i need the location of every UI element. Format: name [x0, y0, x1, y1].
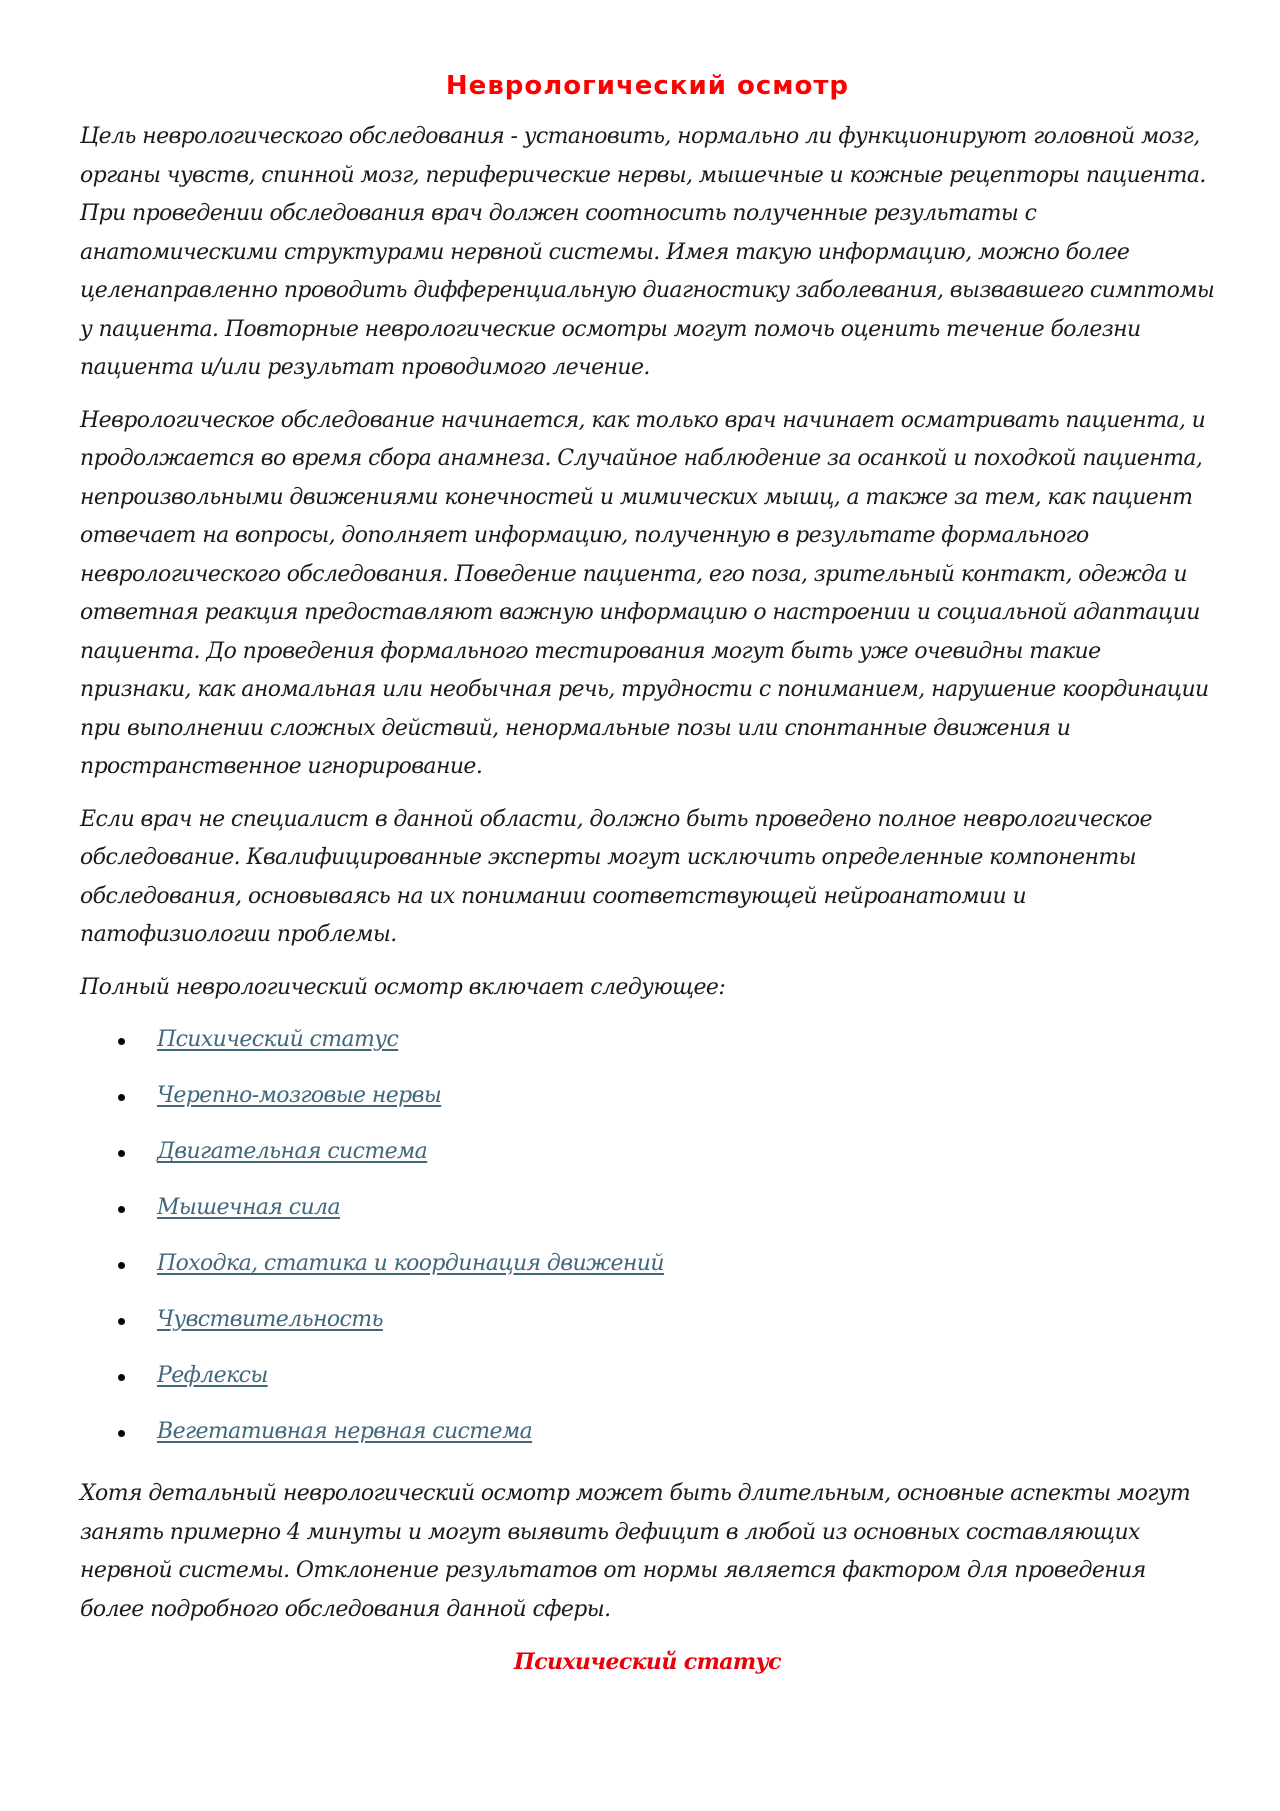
- exam-components-list: [80, 1021, 1215, 1469]
- bullet-icon: [118, 1262, 125, 1269]
- bullet-icon: [118, 1430, 125, 1437]
- list-item: [80, 1021, 1215, 1077]
- link-motor-system[interactable]: Двигательная система: [157, 1139, 428, 1164]
- link-muscle-strength[interactable]: Мышечная сила: [157, 1195, 340, 1220]
- link-mental-status[interactable]: Психический статус: [157, 1027, 399, 1052]
- link-gait-coordination[interactable]: Походка, статика и координация движений: [157, 1251, 664, 1276]
- paragraph-observation: Неврологическое обследование начинается, как только врач начинает осматривать пациента, и продолжается во время сбора анамнеза. Случайное наблюдение за осанкой и походкой пациента, непроизвольными движениями конечностей и мимических мышц, а также за тем, как пациент отвечает на вопросы, дополняет информацию, полученную в результате формального неврологического обследования. Поведение пациента, его поза, зрительный контакт, одежда и ответная реакция предоставляют важную информацию о настроении и социальной адаптации пациента. До проведения формального тестирования могут быть уже очевидны такие признаки, как аномальная или необычная речь, трудности с пониманием, нарушение координации при выполнении сложных действий, ненормальные позы или спонтанные движения и пространственное игнорирование.: [80, 407, 1209, 779]
- list-item: [80, 1133, 1215, 1189]
- bullet-icon: [118, 1150, 125, 1157]
- list-item: [80, 1413, 1215, 1469]
- link-autonomic-system[interactable]: Вегетативная нервная система: [157, 1419, 533, 1444]
- list-intro: Полный неврологический осмотр включает следующее:: [80, 974, 726, 1000]
- list-item: [80, 1245, 1215, 1301]
- link-cranial-nerves[interactable]: Черепно-мозговые нервы: [157, 1083, 442, 1108]
- list-item: [80, 1077, 1215, 1133]
- page-title: Неврологический осмотр: [445, 71, 850, 101]
- bullet-icon: [118, 1038, 125, 1045]
- bullet-icon: [118, 1318, 125, 1325]
- list-item: [80, 1357, 1215, 1413]
- document-page: [80, 70, 1215, 1681]
- bullet-icon: [118, 1206, 125, 1213]
- link-reflexes[interactable]: Рефлексы: [157, 1363, 268, 1388]
- bullet-icon: [118, 1094, 125, 1101]
- bullet-icon: [118, 1374, 125, 1381]
- list-item: [80, 1301, 1215, 1357]
- paragraph-full-exam: Если врач не специалист в данной области, должно быть проведено полное неврологическое обследование. Квалифицированные эксперты могут исключить определенные компоненты обследования, основываясь на их понимании соответствующей нейроанатомии и патофизиологии проблемы.: [80, 806, 1152, 947]
- paragraph-closing: Хотя детальный неврологический осмотр может быть длительным, основные аспекты могут занять примерно 4 минуты и могут выявить дефицит в любой из основных составляющих нервной системы. Отклонение результатов от нормы является фактором для проведения более подробного обследования данной сферы.: [80, 1481, 1191, 1622]
- link-sensation[interactable]: Чувствительность: [157, 1307, 383, 1332]
- section-heading-mental-status: Психический статус: [514, 1649, 781, 1675]
- list-item: [80, 1189, 1215, 1245]
- paragraph-purpose: Цель неврологического обследования - установить, нормально ли функционируют головной мозг, органы чувств, спинной мозг, периферические нервы, мышечные и кожные рецепторы пациента. При проведении обследования врач должен соотносить полученные результаты с анатомическими структурами нервной системы. Имея такую информацию, можно более целенаправленно проводить дифференциальную диагностику заболевания, вызвавшего симптомы у пациента. Повторные неврологические осмотры могут помочь оценить течение болезни пациента и/или результат проводимого лечение.: [80, 124, 1215, 380]
